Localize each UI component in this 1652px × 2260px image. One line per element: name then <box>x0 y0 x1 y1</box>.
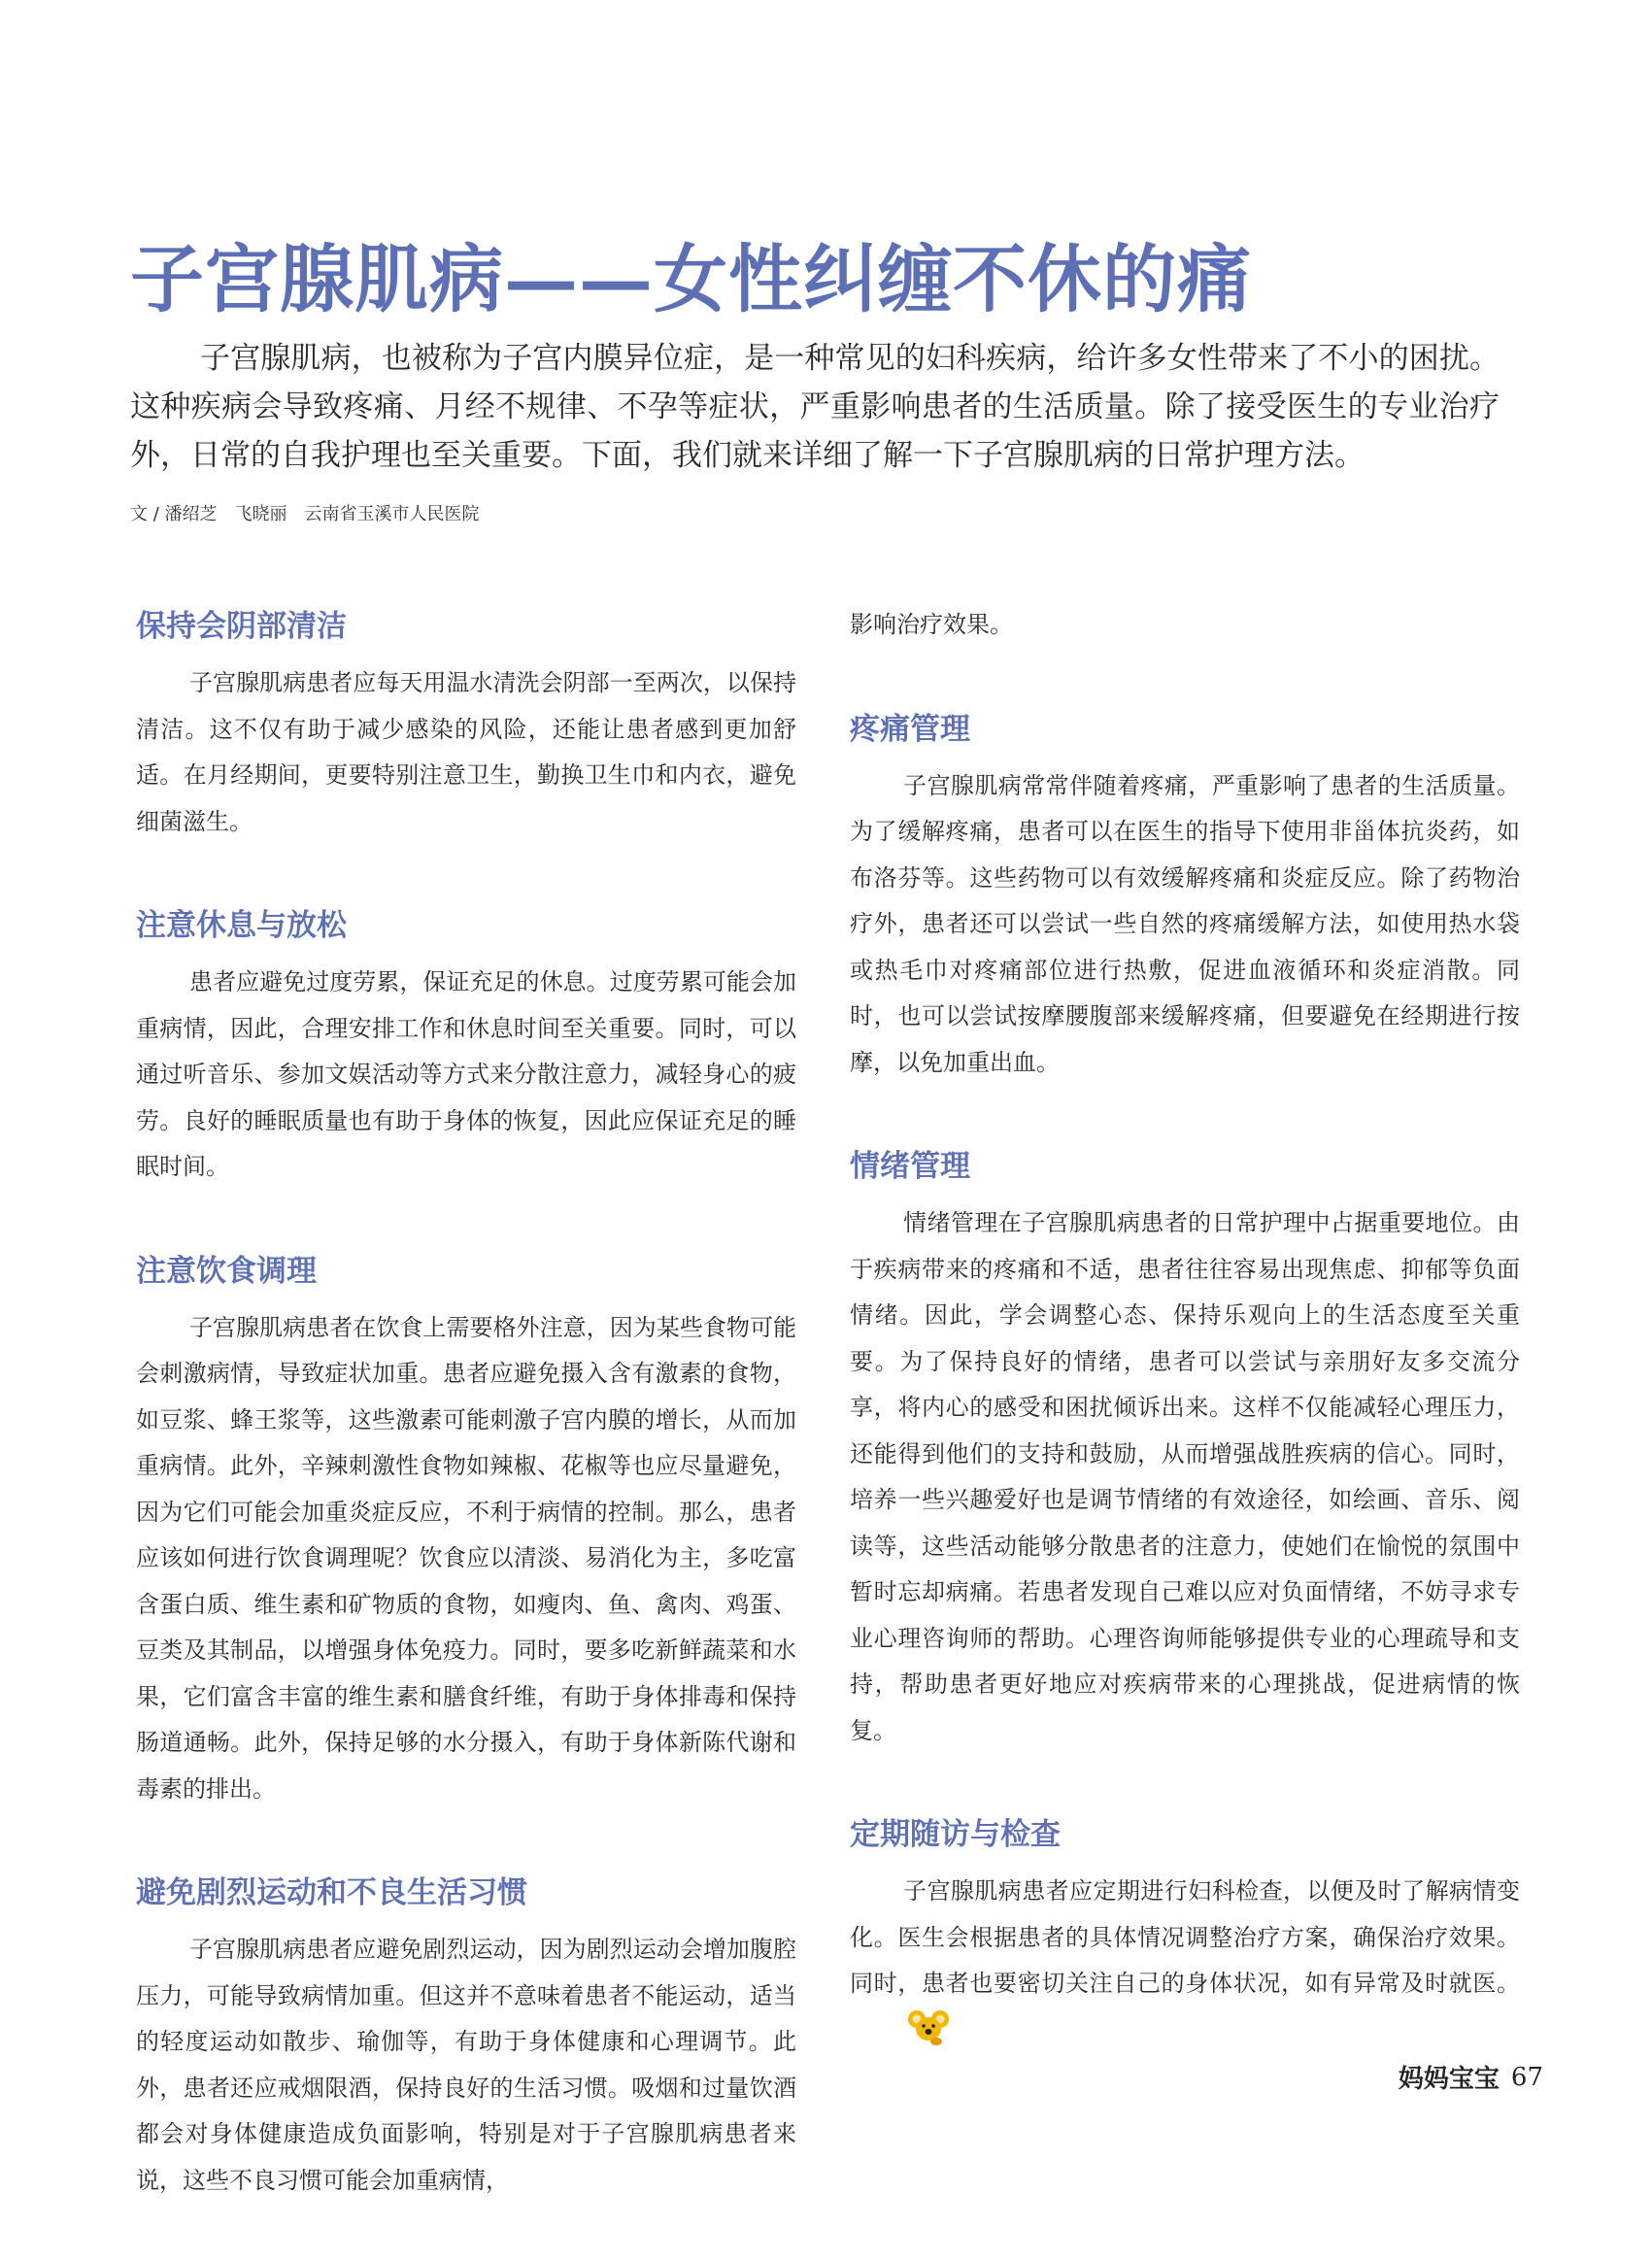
section-body-hygiene: 子宫腺肌病患者应每天用温水清洗会阴部一至两次，以保持清洁。这不仅有助于减少感染的风险，还能让患者感到更加舒适。在月经期间，更要特别注意卫生，勤换卫生巾和内衣，避免细菌滋生。 <box>136 669 796 835</box>
left-column <box>136 602 796 2260</box>
koala-icon <box>854 2007 950 2063</box>
section-heading-hygiene: 保持会阴部清洁 <box>136 609 347 644</box>
page-footer <box>1399 2059 1543 2095</box>
section-heading-followup: 定期随访与检查 <box>850 1817 1061 1852</box>
article-byline: 文 / 潘绍芝 飞晓丽 云南省玉溪市人民医院 <box>130 504 480 524</box>
section-body-followup-wrap <box>850 1869 1520 2062</box>
section-heading-exercise: 避免剧烈运动和不良生活习惯 <box>136 1875 527 1910</box>
magazine-brand: 妈妈宝宝 <box>1398 2065 1500 2094</box>
page-number: 67 <box>1510 2062 1543 2092</box>
section-heading-diet: 注意饮食调理 <box>136 1253 317 1289</box>
section-body-emotion: 情绪管理在子宫腺肌病患者的日常护理中占据重要地位。由于疾病带来的疼痛和不适，患者往往容易出现焦虑、抑郁等负面情绪。因此，学会调整心态、保持乐观向上的生活态度至关重要。为了保持良好的情绪，患者可以尝试与亲朋好友多交流分享，将内心的感受和困扰倾诉出来。这样不仅能减轻心理压力，还能得到他们的支持和鼓励，从而增强战胜疾病的信心。同时，培养一些兴趣爱好也是调节情绪的有效途径，如绘画、音乐、阅读等，这些活动能够分散患者的注意力，使她们在愉悦的氛围中暂时忘却病痛。若患者发现自己难以应对负面情绪，不妨寻求专业心理咨询师的帮助。心理咨询师能够提供专业的心理疏导和支持，帮助患者更好地应对疾病带来的心理挑战，促进病情的恢复。 <box>850 1209 1520 1744</box>
continued-text: 影响治疗效果。 <box>850 611 1013 638</box>
section-body-exercise: 子宫腺肌病患者应避免剧烈运动，因为剧烈运动会增加腹腔压力，可能导致病情加重。但这并不意味着患者不能运动，适当的轻度运动如散步、瑜伽等，有助于身体健康和心理调节。此外，患者还应戒烟限酒，保持良好的生活习惯。吸烟和过量饮酒都会对身体健康造成负面影响，特别是对于子宫腺肌病患者来说，这些不良习惯可能会加重病情， <box>136 1936 796 2194</box>
section-heading-rest: 注意休息与放松 <box>136 908 347 943</box>
article-title: 子宫腺肌病——女性纠缠不休的痛 <box>130 236 1252 322</box>
right-column <box>850 602 1520 2118</box>
section-body-followup: 子宫腺肌病患者应定期进行妇科检查，以便及时了解病情变化。医生会根据患者的具体情况调整治疗方案，确保治疗效果。同时，患者也要密切关注自己的身体状况，如有异常及时就医。 <box>850 1877 1520 1997</box>
section-body-diet: 子宫腺肌病患者在饮食上需要格外注意，因为某些食物可能会刺激病情，导致症状加重。患者应避免摄入含有激素的食物，如豆浆、蜂王浆等，这些激素可能刺激子宫内膜的增长，从而加重病情。此外，辛辣刺激性食物如辣椒、花椒等也应尽量避免，因为它们可能会加重炎症反应，不利于病情的控制。那么，患者应该如何进行饮食调理呢？饮食应以清淡、易消化为主，多吃富含蛋白质、维生素和矿物质的食物，如瘦肉、鱼、禽肉、鸡蛋、豆类及其制品，以增强身体免疫力。同时，要多吃新鲜蔬菜和水果，它们富含丰富的维生素和膳食纤维，有助于身体排毒和保持肠道通畅。此外，保持足够的水分摄入，有助于身体新陈代谢和毒素的排出。 <box>136 1313 796 1803</box>
section-heading-pain: 疼痛管理 <box>850 711 970 747</box>
section-heading-emotion: 情绪管理 <box>850 1149 970 1184</box>
section-body-rest: 患者应避免过度劳累，保证充足的休息。过度劳累可能会加重病情，因此，合理安排工作和休息时间至关重要。同时，可以通过听音乐、参加文娱活动等方式来分散注意力，减轻身心的疲劳。良好的睡眠质量也有助于身体的恢复，因此应保证充足的睡眠时间。 <box>136 968 796 1180</box>
section-body-pain: 子宫腺肌病常常伴随着疼痛，严重影响了患者的生活质量。为了缓解疼痛，患者可以在医生的指导下使用非甾体抗炎药，如布洛芬等。这些药物可以有效缓解疼痛和炎症反应。除了药物治疗外，患者还可以尝试一些自然的疼痛缓解方法，如使用热水袋或热毛巾对疼痛部位进行热敷，促进血液循环和炎症消散。同时，也可以尝试按摩腰腹部来缓解疼痛，但要避免在经期进行按摩，以免加重出血。 <box>850 771 1520 1076</box>
article-intro: 子宫腺肌病，也被称为子宫内膜异位症，是一种常见的妇科疾病，给许多女性带来了不小的困扰。这种疾病会导致疼痛、月经不规律、不孕等症状，严重影响患者的生活质量。除了接受医生的专业治疗外，日常的自我护理也至关重要。下面，我们就来详细了解一下子宫腺肌病的日常护理方法。 <box>130 341 1500 473</box>
